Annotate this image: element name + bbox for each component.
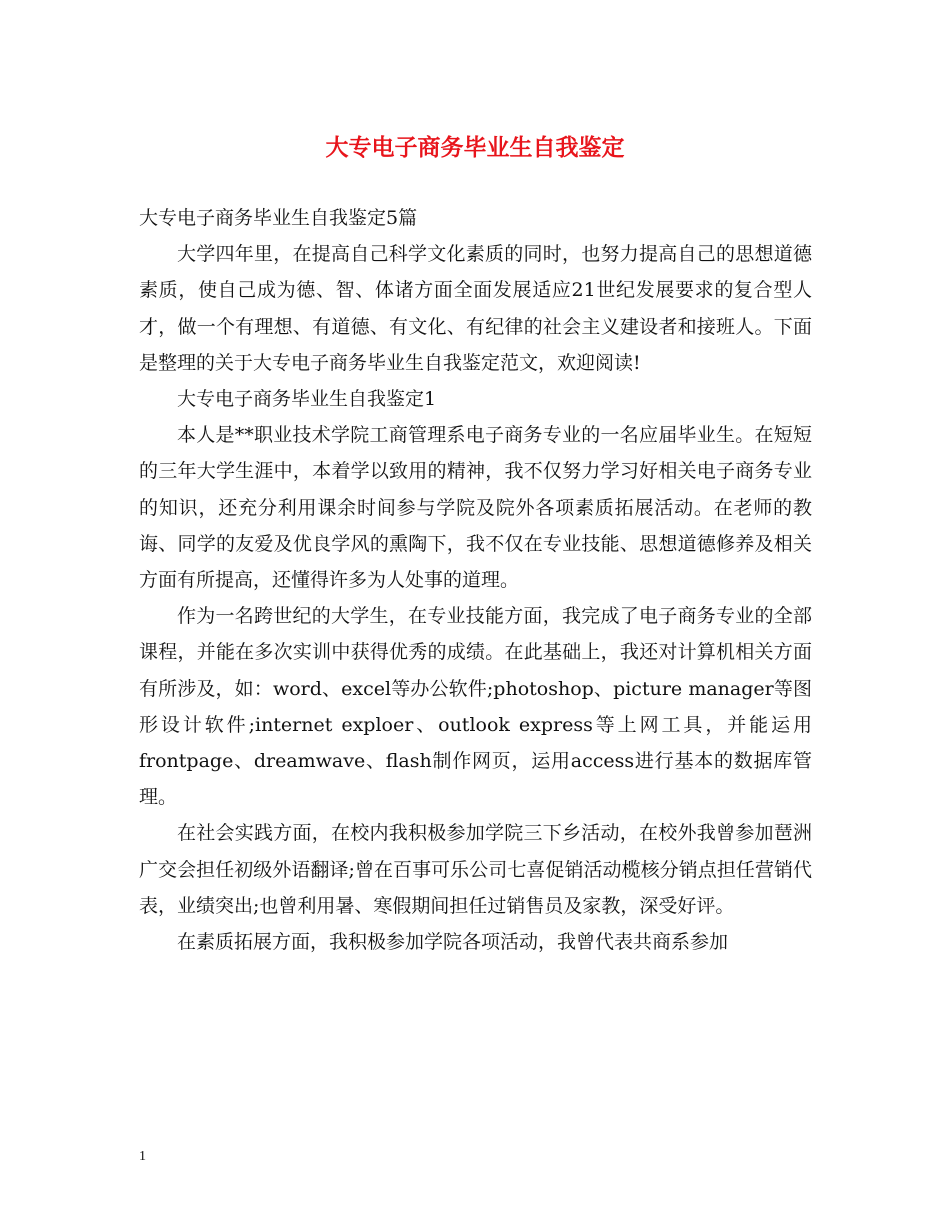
body-paragraph: 作为一名跨世纪的大学生，在专业技能方面，我完成了电子商务专业的全部课程，并能在多次实训中获得优秀的成绩。在此基础上，我还对计算机相关方面有所涉及，如：word、excel等办公软件;photoshop、picture manager等图形设计软件;internet exploer、outlook express等上网工具，并能运用frontpage、dreamwave、flash制作网页，运用access进行基本的数据库管理。 (139, 605, 812, 809)
document-body (139, 200, 812, 960)
section-heading: 大专电子商务毕业生自我鉴定1 (177, 388, 437, 411)
body-paragraph: 在社会实践方面，在校内我积极参加学院三下乡活动，在校外我曾参加琶洲广交会担任初级外语翻译;曾在百事可乐公司七喜促销活动榄核分销点担任营销代表，业绩突出;也曾利用暑、寒假期间担任过销售员及家教，深受好评。 (139, 822, 812, 917)
body-paragraph: 本人是**职业技术学院工商管理系电子商务专业的一名应届毕业生。在短短的三年大学生涯中，本着学以致用的精神，我不仅努力学习好相关电子商务专业的知识，还充分利用课余时间参与学院及院外各项素质拓展活动。在老师的教诲、同学的友爱及优良学风的熏陶下，我不仅在专业技能、思想道德修养及相关方面有所提高，还懂得许多为人处事的道理。 (139, 424, 812, 592)
subtitle-paragraph: 大专电子商务毕业生自我鉴定5篇 (139, 207, 418, 229)
intro-paragraph: 大学四年里，在提高自己科学文化素质的同时，也努力提高自己的思想道德素质，使自己成为德、智、体诸方面全面发展适应21世纪发展要求的复合型人才，做一个有理想、有道德、有文化、有纪律的社会主义建设者和接班人。下面是整理的关于大专电子商务毕业生自我鉴定范文，欢迎阅读! (139, 243, 812, 374)
body-paragraph: 在素质拓展方面，我积极参加学院各项活动，我曾代表共商系参加 (177, 931, 729, 954)
page-number: 1 (139, 1149, 146, 1164)
document-title: 大专电子商务毕业生自我鉴定 (325, 134, 625, 161)
